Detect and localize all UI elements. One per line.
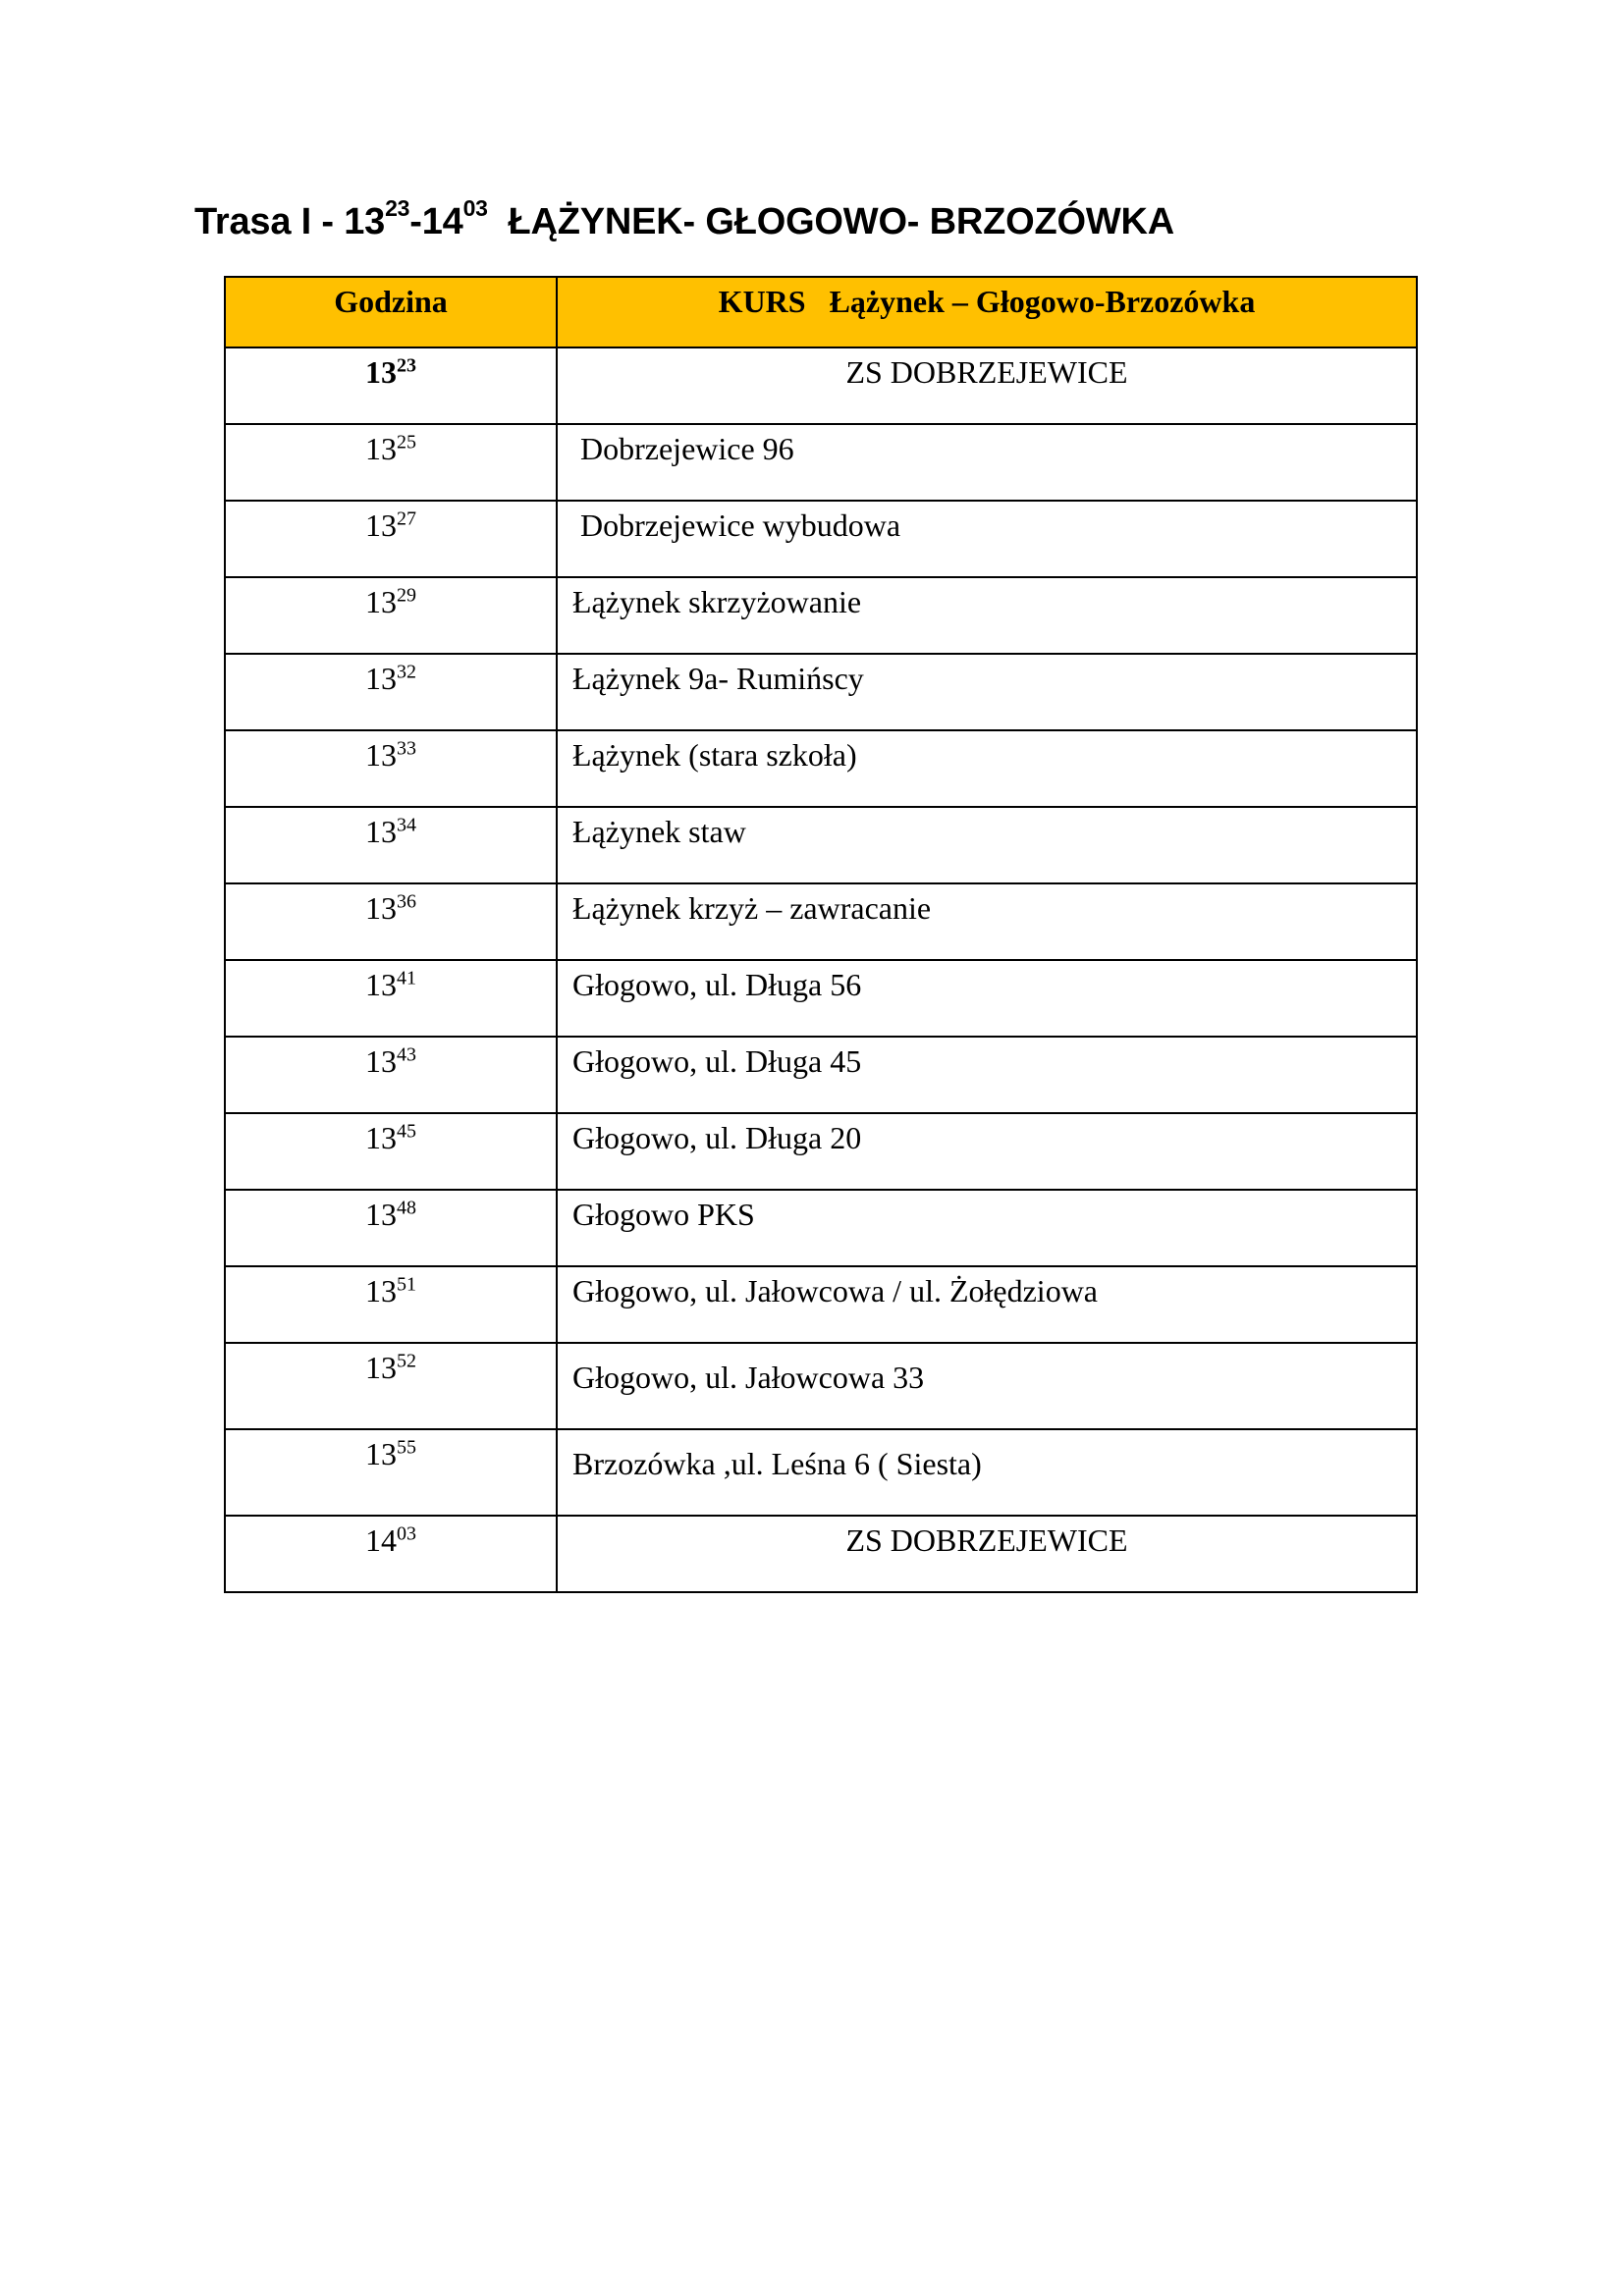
time-hour: 13 <box>365 661 397 696</box>
time-minute: 51 <box>397 1273 416 1296</box>
time-minute: 41 <box>397 967 416 989</box>
table-row <box>225 1516 1417 1592</box>
time-hour: 13 <box>365 1350 397 1385</box>
table-row <box>225 347 1417 424</box>
stop-cell: Łążynek staw <box>557 807 1417 883</box>
time-hour: 13 <box>365 584 397 619</box>
time-cell <box>225 577 557 654</box>
title-end-minute: 03 <box>462 195 488 222</box>
title-start-minute: 23 <box>385 195 410 222</box>
time-cell <box>225 1429 557 1516</box>
time-cell <box>225 424 557 501</box>
time-cell <box>225 1343 557 1429</box>
time-cell <box>225 807 557 883</box>
time-hour: 13 <box>365 1120 397 1155</box>
table-row <box>225 577 1417 654</box>
table-row <box>225 1343 1417 1429</box>
time-minute: 55 <box>397 1436 416 1459</box>
table-row <box>225 501 1417 577</box>
stop-cell: Głogowo PKS <box>557 1190 1417 1266</box>
time-minute: 45 <box>397 1120 416 1143</box>
time-cell <box>225 1190 557 1266</box>
time-hour: 13 <box>365 431 397 466</box>
stop-cell: Łążynek krzyż – zawracanie <box>557 883 1417 960</box>
time-minute: 33 <box>397 737 416 760</box>
stop-cell: Głogowo, ul. Długa 45 <box>557 1037 1417 1113</box>
table-row <box>225 1113 1417 1190</box>
time-minute: 43 <box>397 1043 416 1066</box>
title-gap <box>488 201 509 242</box>
time-minute: 52 <box>397 1350 416 1372</box>
stop-cell: Głogowo, ul. Jałowcowa 33 <box>557 1343 1417 1429</box>
table-row <box>225 1429 1417 1516</box>
time-minute: 03 <box>397 1522 416 1545</box>
time-cell <box>225 1266 557 1343</box>
table-row <box>225 654 1417 730</box>
time-cell <box>225 501 557 577</box>
stop-cell: Dobrzejewice wybudowa <box>557 501 1417 577</box>
time-cell <box>225 1516 557 1592</box>
stop-cell: Łążynek (stara szkoła) <box>557 730 1417 807</box>
title-separator: -14 <box>409 201 463 242</box>
time-minute: 29 <box>397 584 416 607</box>
time-cell <box>225 883 557 960</box>
time-minute: 36 <box>397 890 416 913</box>
stop-cell: ZS DOBRZEJEWICE <box>557 347 1417 424</box>
time-hour: 13 <box>365 1436 397 1471</box>
time-cell <box>225 1113 557 1190</box>
stop-cell: Głogowo, ul. Długa 20 <box>557 1113 1417 1190</box>
time-minute: 25 <box>397 431 416 454</box>
time-cell <box>225 730 557 807</box>
timetable-header-row <box>225 277 1417 347</box>
table-row <box>225 1037 1417 1113</box>
stop-cell: Brzozówka ,ul. Leśna 6 ( Siesta) <box>557 1429 1417 1516</box>
page-title <box>194 192 1174 251</box>
header-course: KURS Łążynek – Głogowo-Brzozówka <box>557 277 1417 347</box>
table-row <box>225 960 1417 1037</box>
time-hour: 13 <box>365 1043 397 1079</box>
header-time: Godzina <box>225 277 557 347</box>
table-row <box>225 807 1417 883</box>
table-row <box>225 883 1417 960</box>
table-row <box>225 1190 1417 1266</box>
stop-cell: Łążynek 9a- Rumińscy <box>557 654 1417 730</box>
table-row <box>225 424 1417 501</box>
time-hour: 13 <box>365 890 397 926</box>
time-hour: 13 <box>365 507 397 543</box>
stop-cell: ZS DOBRZEJEWICE <box>557 1516 1417 1592</box>
time-minute: 34 <box>397 814 416 836</box>
stop-cell: Dobrzejewice 96 <box>557 424 1417 501</box>
table-row <box>225 1266 1417 1343</box>
time-cell <box>225 960 557 1037</box>
time-hour: 13 <box>365 1273 397 1308</box>
time-hour: 13 <box>365 354 397 390</box>
time-cell <box>225 347 557 424</box>
title-prefix: Trasa I - 13 <box>194 201 386 242</box>
stop-cell: Łążynek skrzyżowanie <box>557 577 1417 654</box>
time-minute: 32 <box>397 661 416 683</box>
title-route: ŁĄŻYNEK- GŁOGOWO- BRZOZÓWKA <box>508 201 1174 242</box>
time-hour: 13 <box>365 814 397 849</box>
timetable <box>224 276 1418 1593</box>
time-cell <box>225 654 557 730</box>
time-cell <box>225 1037 557 1113</box>
time-hour: 14 <box>365 1522 397 1558</box>
time-minute: 23 <box>397 354 416 377</box>
time-minute: 48 <box>397 1197 416 1219</box>
time-hour: 13 <box>365 1197 397 1232</box>
table-row <box>225 730 1417 807</box>
time-hour: 13 <box>365 967 397 1002</box>
time-hour: 13 <box>365 737 397 773</box>
stop-cell: Głogowo, ul. Jałowcowa / ul. Żołędziowa <box>557 1266 1417 1343</box>
time-minute: 27 <box>397 507 416 530</box>
stop-cell: Głogowo, ul. Długa 56 <box>557 960 1417 1037</box>
